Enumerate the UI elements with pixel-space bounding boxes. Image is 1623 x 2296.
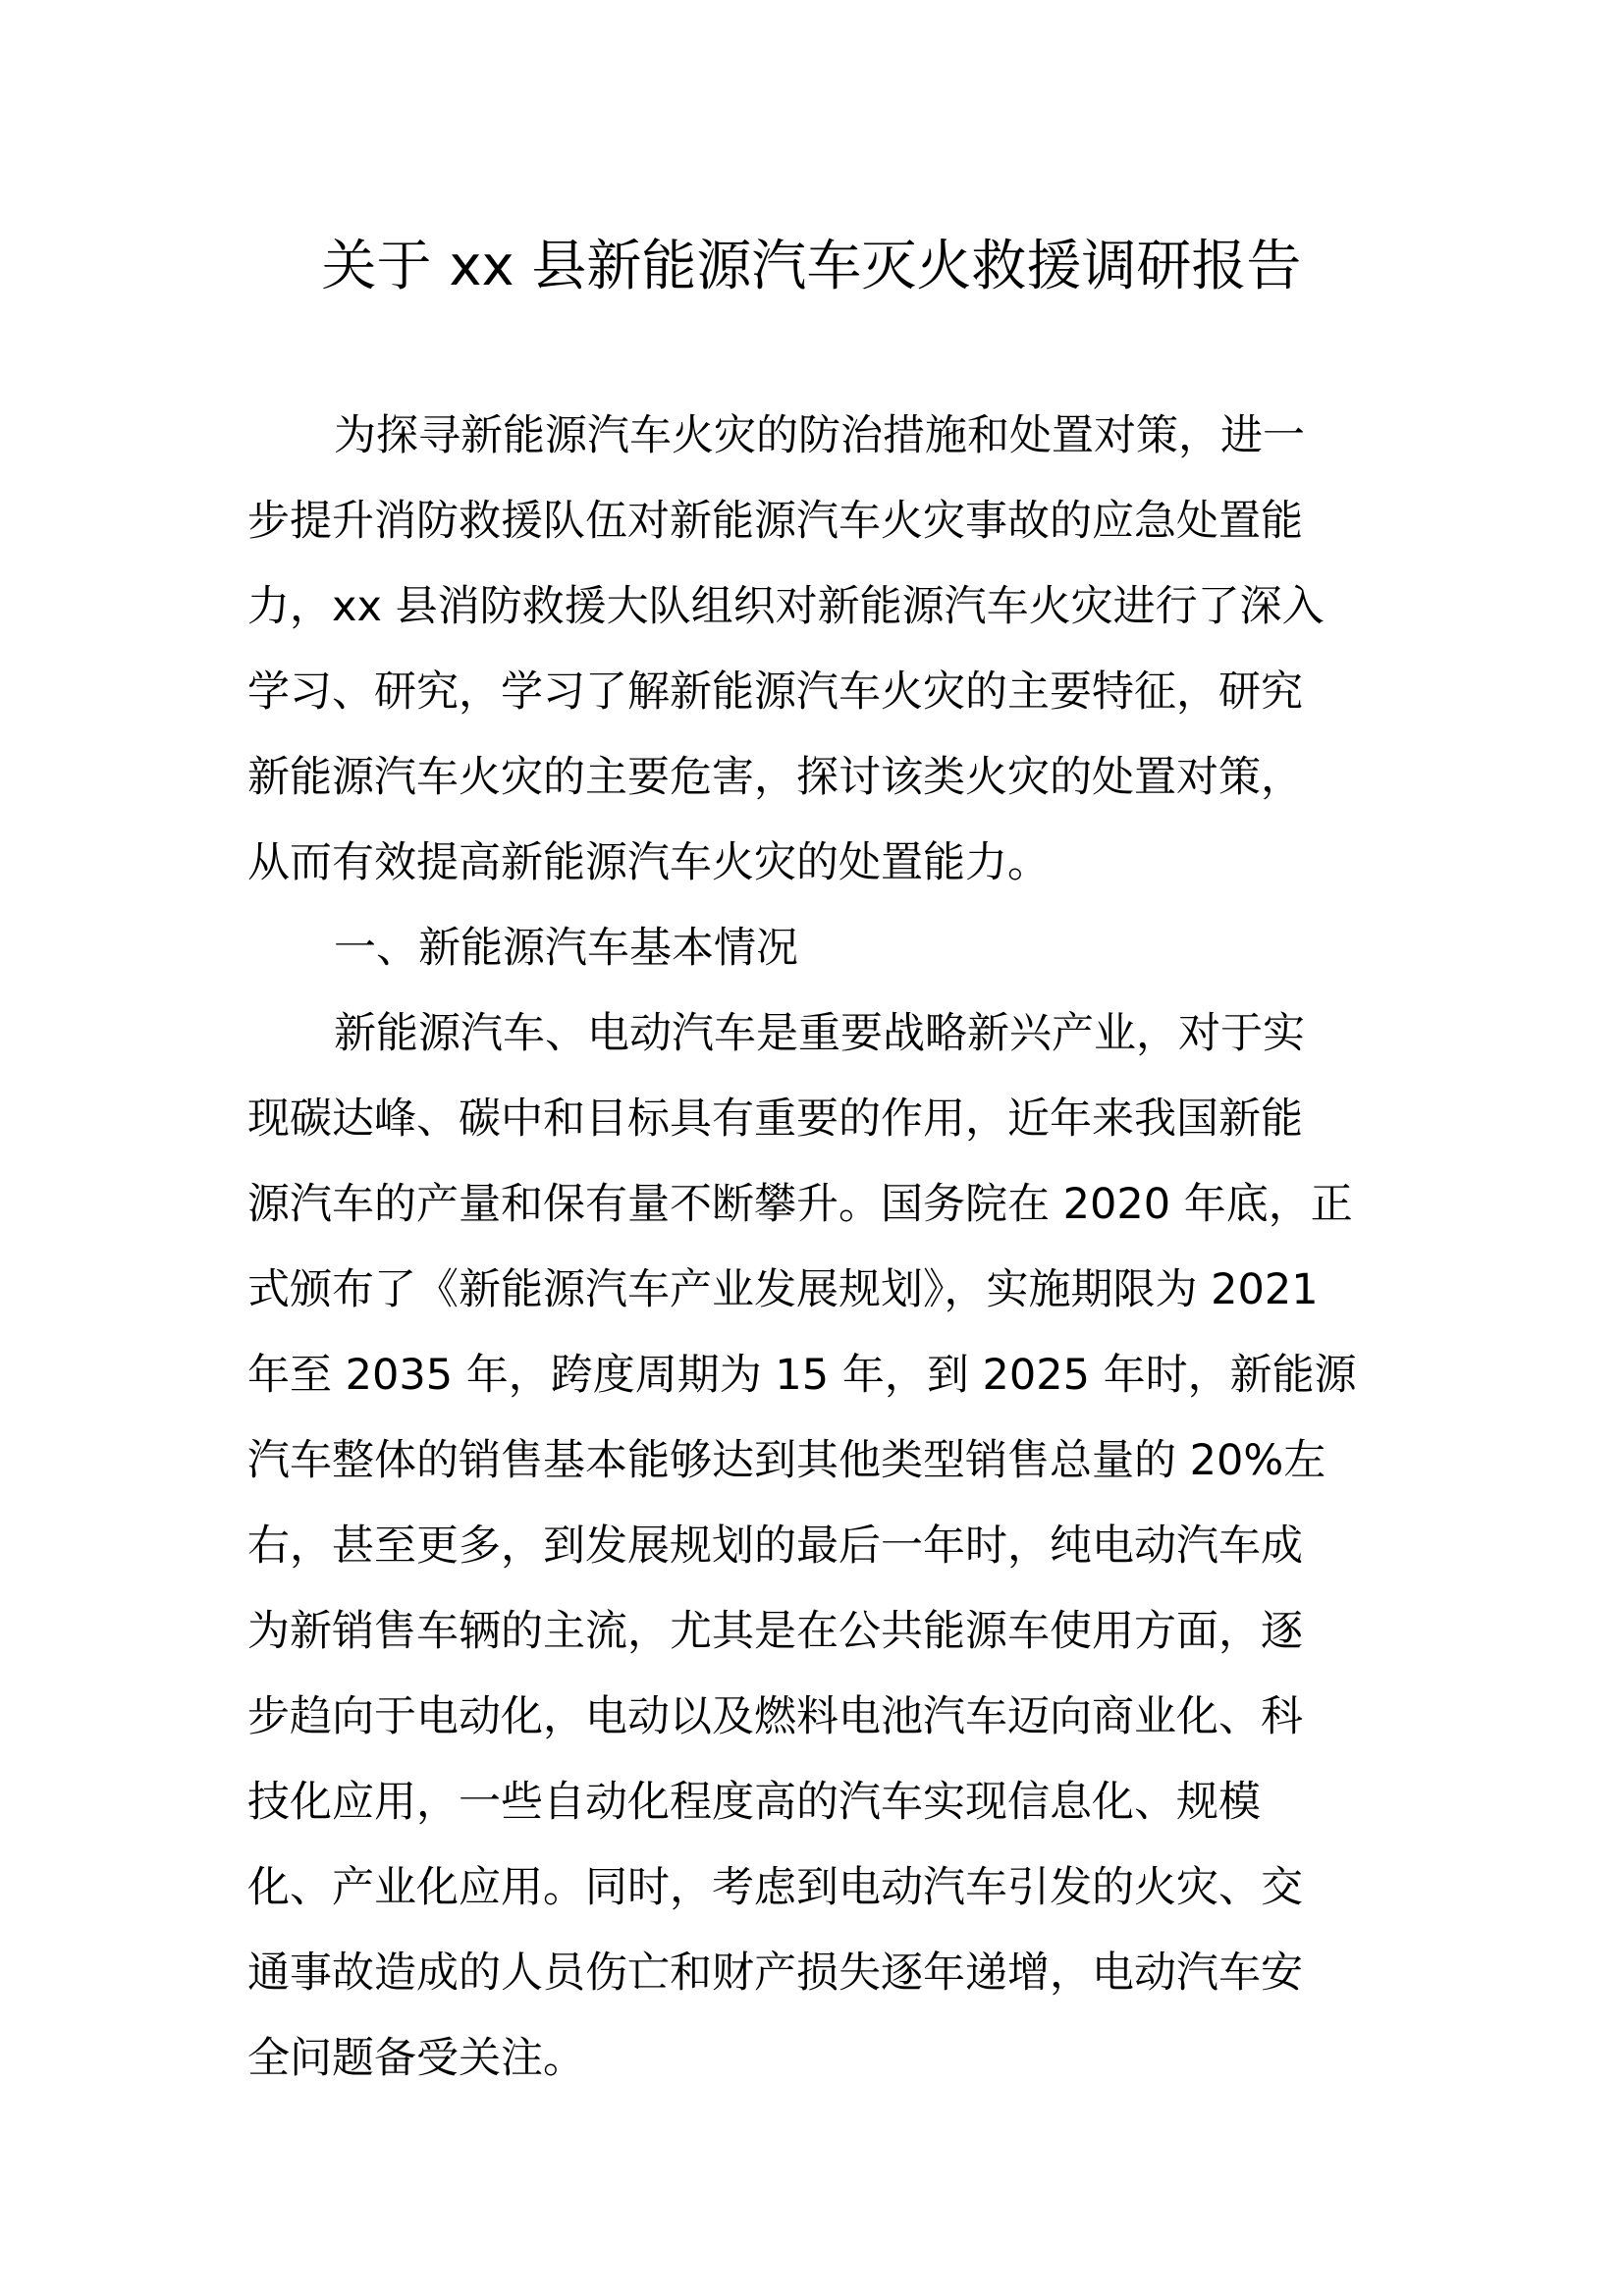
paragraph-2-line: 为新销售车辆的主流，尤其是在公共能源车使用方面，逐 bbox=[247, 1607, 1303, 1656]
paragraph-1-line: 从而有效提高新能源汽车火灾的处置能力。 bbox=[247, 838, 1050, 887]
section-heading: 一、新能源汽车基本情况 bbox=[334, 924, 798, 973]
paragraph-2-line: 右，甚至更多，到发展规划的最后一年时，纯电动汽车成 bbox=[247, 1522, 1303, 1571]
paragraph-1-line: 步提升消防救援队伍对新能源汽车火灾事故的应急处置能 bbox=[247, 497, 1303, 546]
paragraph-2-line: 式颁布了《新能源汽车产业发展规划》，实施期限为 2021 bbox=[247, 1265, 1319, 1314]
paragraph-2-line: 年至 2035 年，跨度周期为 15 年，到 2025 年时，新能源 bbox=[247, 1351, 1357, 1400]
paragraph-2-line: 技化应用，一些自动化程度高的汽车实现信息化、规模 bbox=[247, 1778, 1261, 1827]
paragraph-2-line: 化、产业化应用。同时，考虑到电动汽车引发的火灾、交 bbox=[247, 1863, 1303, 1912]
document-body bbox=[247, 394, 1406, 2102]
paragraph-1-line: 为探寻新能源汽车火灾的防治措施和处置对策，进一 bbox=[334, 411, 1305, 460]
paragraph-2-line: 现碳达峰、碳中和目标具有重要的作用，近年来我国新能 bbox=[247, 1095, 1303, 1144]
paragraph-1-line: 新能源汽车火灾的主要危害，探讨该类火灾的处置对策， bbox=[247, 753, 1303, 802]
paragraph-2-line: 步趋向于电动化，电动以及燃料电池汽车迈向商业化、科 bbox=[247, 1692, 1303, 1741]
paragraph-2-line: 源汽车的产量和保有量不断攀升。国务院在 2020 年底，正 bbox=[247, 1180, 1353, 1229]
document-title: 关于 xx 县新能源汽车灭火救援调研报告 bbox=[321, 235, 1302, 298]
paragraph-1-line: 学习、研究，学习了解新能源汽车火灾的主要特征，研究 bbox=[247, 667, 1303, 717]
paragraph-1-line: 力，xx 县消防救援大队组织对新能源汽车火灾进行了深入 bbox=[247, 582, 1325, 631]
paragraph-2-line: 汽车整体的销售基本能够达到其他类型销售总量的 20%左 bbox=[247, 1436, 1326, 1485]
paragraph-2-line: 新能源汽车、电动汽车是重要战略新兴产业，对于实 bbox=[334, 1009, 1305, 1058]
paragraph-2-line: 通事故造成的人员伤亡和财产损失逐年递增，电动汽车安 bbox=[247, 1949, 1303, 1998]
paragraph-2-line: 全问题备受关注。 bbox=[247, 2034, 585, 2083]
